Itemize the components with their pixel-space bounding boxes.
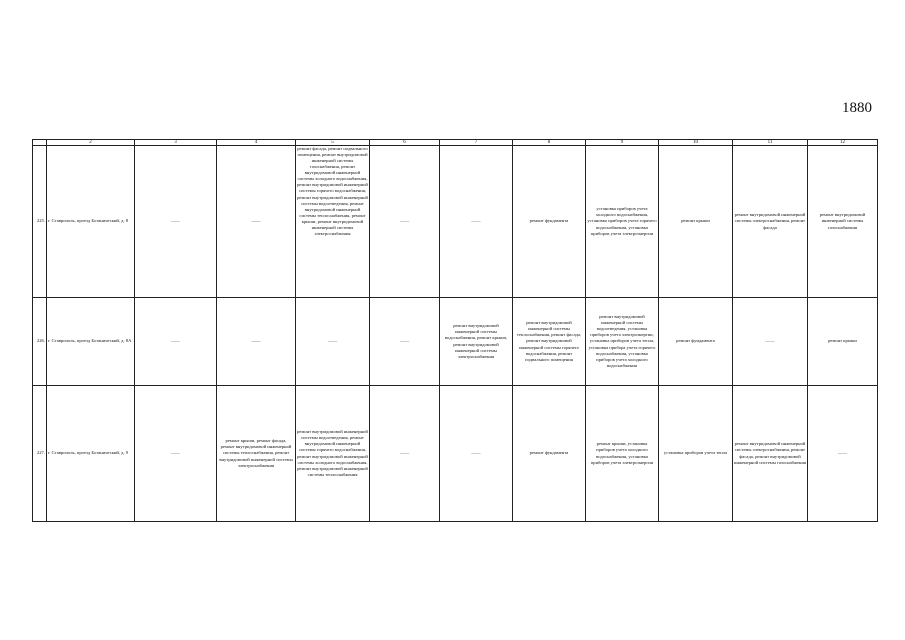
table-cell: ——: [440, 146, 513, 298]
address-cell: г. Ставрополь, проезд Ботанический, д. 9: [47, 386, 135, 522]
column-header: 4: [217, 140, 296, 146]
table-cell: ремонт фундамента: [659, 298, 733, 386]
column-header: 7: [440, 140, 513, 146]
table-cell: ремонт внутридомовой инженерной системы электроснабжения, ремонт фасада: [733, 146, 808, 298]
row-number: 225.: [33, 146, 47, 298]
column-header: 11: [733, 140, 808, 146]
table-cell: ——: [135, 298, 217, 386]
table-cell: ——: [217, 146, 296, 298]
column-header: 12: [808, 140, 878, 146]
table-cell: установка приборов учета тепла: [659, 386, 733, 522]
table-cell: ——: [296, 298, 370, 386]
column-header: 2: [47, 140, 135, 146]
table-cell: ремонт фасада, ремонт подвального помещения, ремонт внутридомовой инженерной системы газоснабжения, ремонт внутридомовой инженерной системы холодного водоснабжения, ремонт внутридомовой инженерной системы горячего водоснабжения, ремонт внутридомовой инженерной системы водоотведения, ремонт внутридомовой инженерной системы теплоснабжения, ремонт крыши, ремонт внутридомовой инженерной системы электроснабжения: [296, 146, 370, 298]
address-cell: г. Ставрополь, проезд Ботанический, д. 8: [47, 146, 135, 298]
table-cell: ——: [135, 146, 217, 298]
table-row: [33, 146, 878, 298]
table-cell: ремонт внутридомовой инженерной системы газоснабжения: [808, 146, 878, 298]
table-cell: установка приборов учета холодного водоснабжения, установка приборов учета горячего водоснабжения, установка приборов учета электроэнергии: [586, 146, 659, 298]
table-cell: ——: [808, 386, 878, 522]
table-cell: ——: [733, 298, 808, 386]
column-header: 6: [370, 140, 440, 146]
table-cell: ремонт внутридомовой инженерной системы водоснабжения, ремонт крыши, ремонт внутридомовой инженерной системы электроснабжения: [440, 298, 513, 386]
repair-schedule-table: [32, 139, 878, 522]
table-cell: ——: [370, 386, 440, 522]
table-cell: ремонт фундамента: [513, 146, 586, 298]
table-row: [33, 298, 878, 386]
table-cell: ——: [370, 298, 440, 386]
table-cell: ——: [440, 386, 513, 522]
column-header: 9: [586, 140, 659, 146]
table-cell: ремонт фундамента: [513, 386, 586, 522]
table-cell: ремонт крыши: [808, 298, 878, 386]
column-header: 3: [135, 140, 217, 146]
table-cell: ——: [370, 146, 440, 298]
column-header: 5: [296, 140, 370, 146]
table-cell: ремонт внутридомовой инженерной системы водоотведения, установка приборов учета электроэнергии, установка приборов учета тепла, установка прибора учета горячего водоснабжения, установка приборов учета холодного водоснабжения: [586, 298, 659, 386]
page-number: 1880: [842, 100, 872, 116]
table-cell: ремонт внутридомовой инженерной системы теплоснабжения, ремонт фасада, ремонт внутридомовой инженерной системы горячего водоснабжения, ремонт подвального помещения: [513, 298, 586, 386]
column-header: 8: [513, 140, 586, 146]
row-number: 226.: [33, 298, 47, 386]
table-cell: ремонт внутридомовой инженерной системы электроснабжения, ремонт фасада, ремонт внутридомовой инженерной системы газоснабжения: [733, 386, 808, 522]
table-cell: ремонт крыши, установка приборов учета холодного водоснабжения, установка приборов учета электроэнергии: [586, 386, 659, 522]
row-number: 227.: [33, 386, 47, 522]
table-cell: ремонт крыши, ремонт фасада, ремонт внутридомовой инженерной системы теплоснабжения, ремонт внутридомовой инженерной системы электроснабжения: [217, 386, 296, 522]
table-cell: ——: [217, 298, 296, 386]
table-row: [33, 386, 878, 522]
table-cell: ремонт крыши: [659, 146, 733, 298]
table-cell: ——: [135, 386, 217, 522]
column-header: 10: [659, 140, 733, 146]
address-cell: г. Ставрополь, проезд Ботанический, д. 8А: [47, 298, 135, 386]
table-cell: ремонт внутридомовой инженерной системы водоотведения, ремонт внутридомовой инженерной системы горячего водоснабжения, ремонт внутридомовой инженерной системы холодного водоснабжения, ремонт внутридомовой инженерной системы теплоснабжения: [296, 386, 370, 522]
